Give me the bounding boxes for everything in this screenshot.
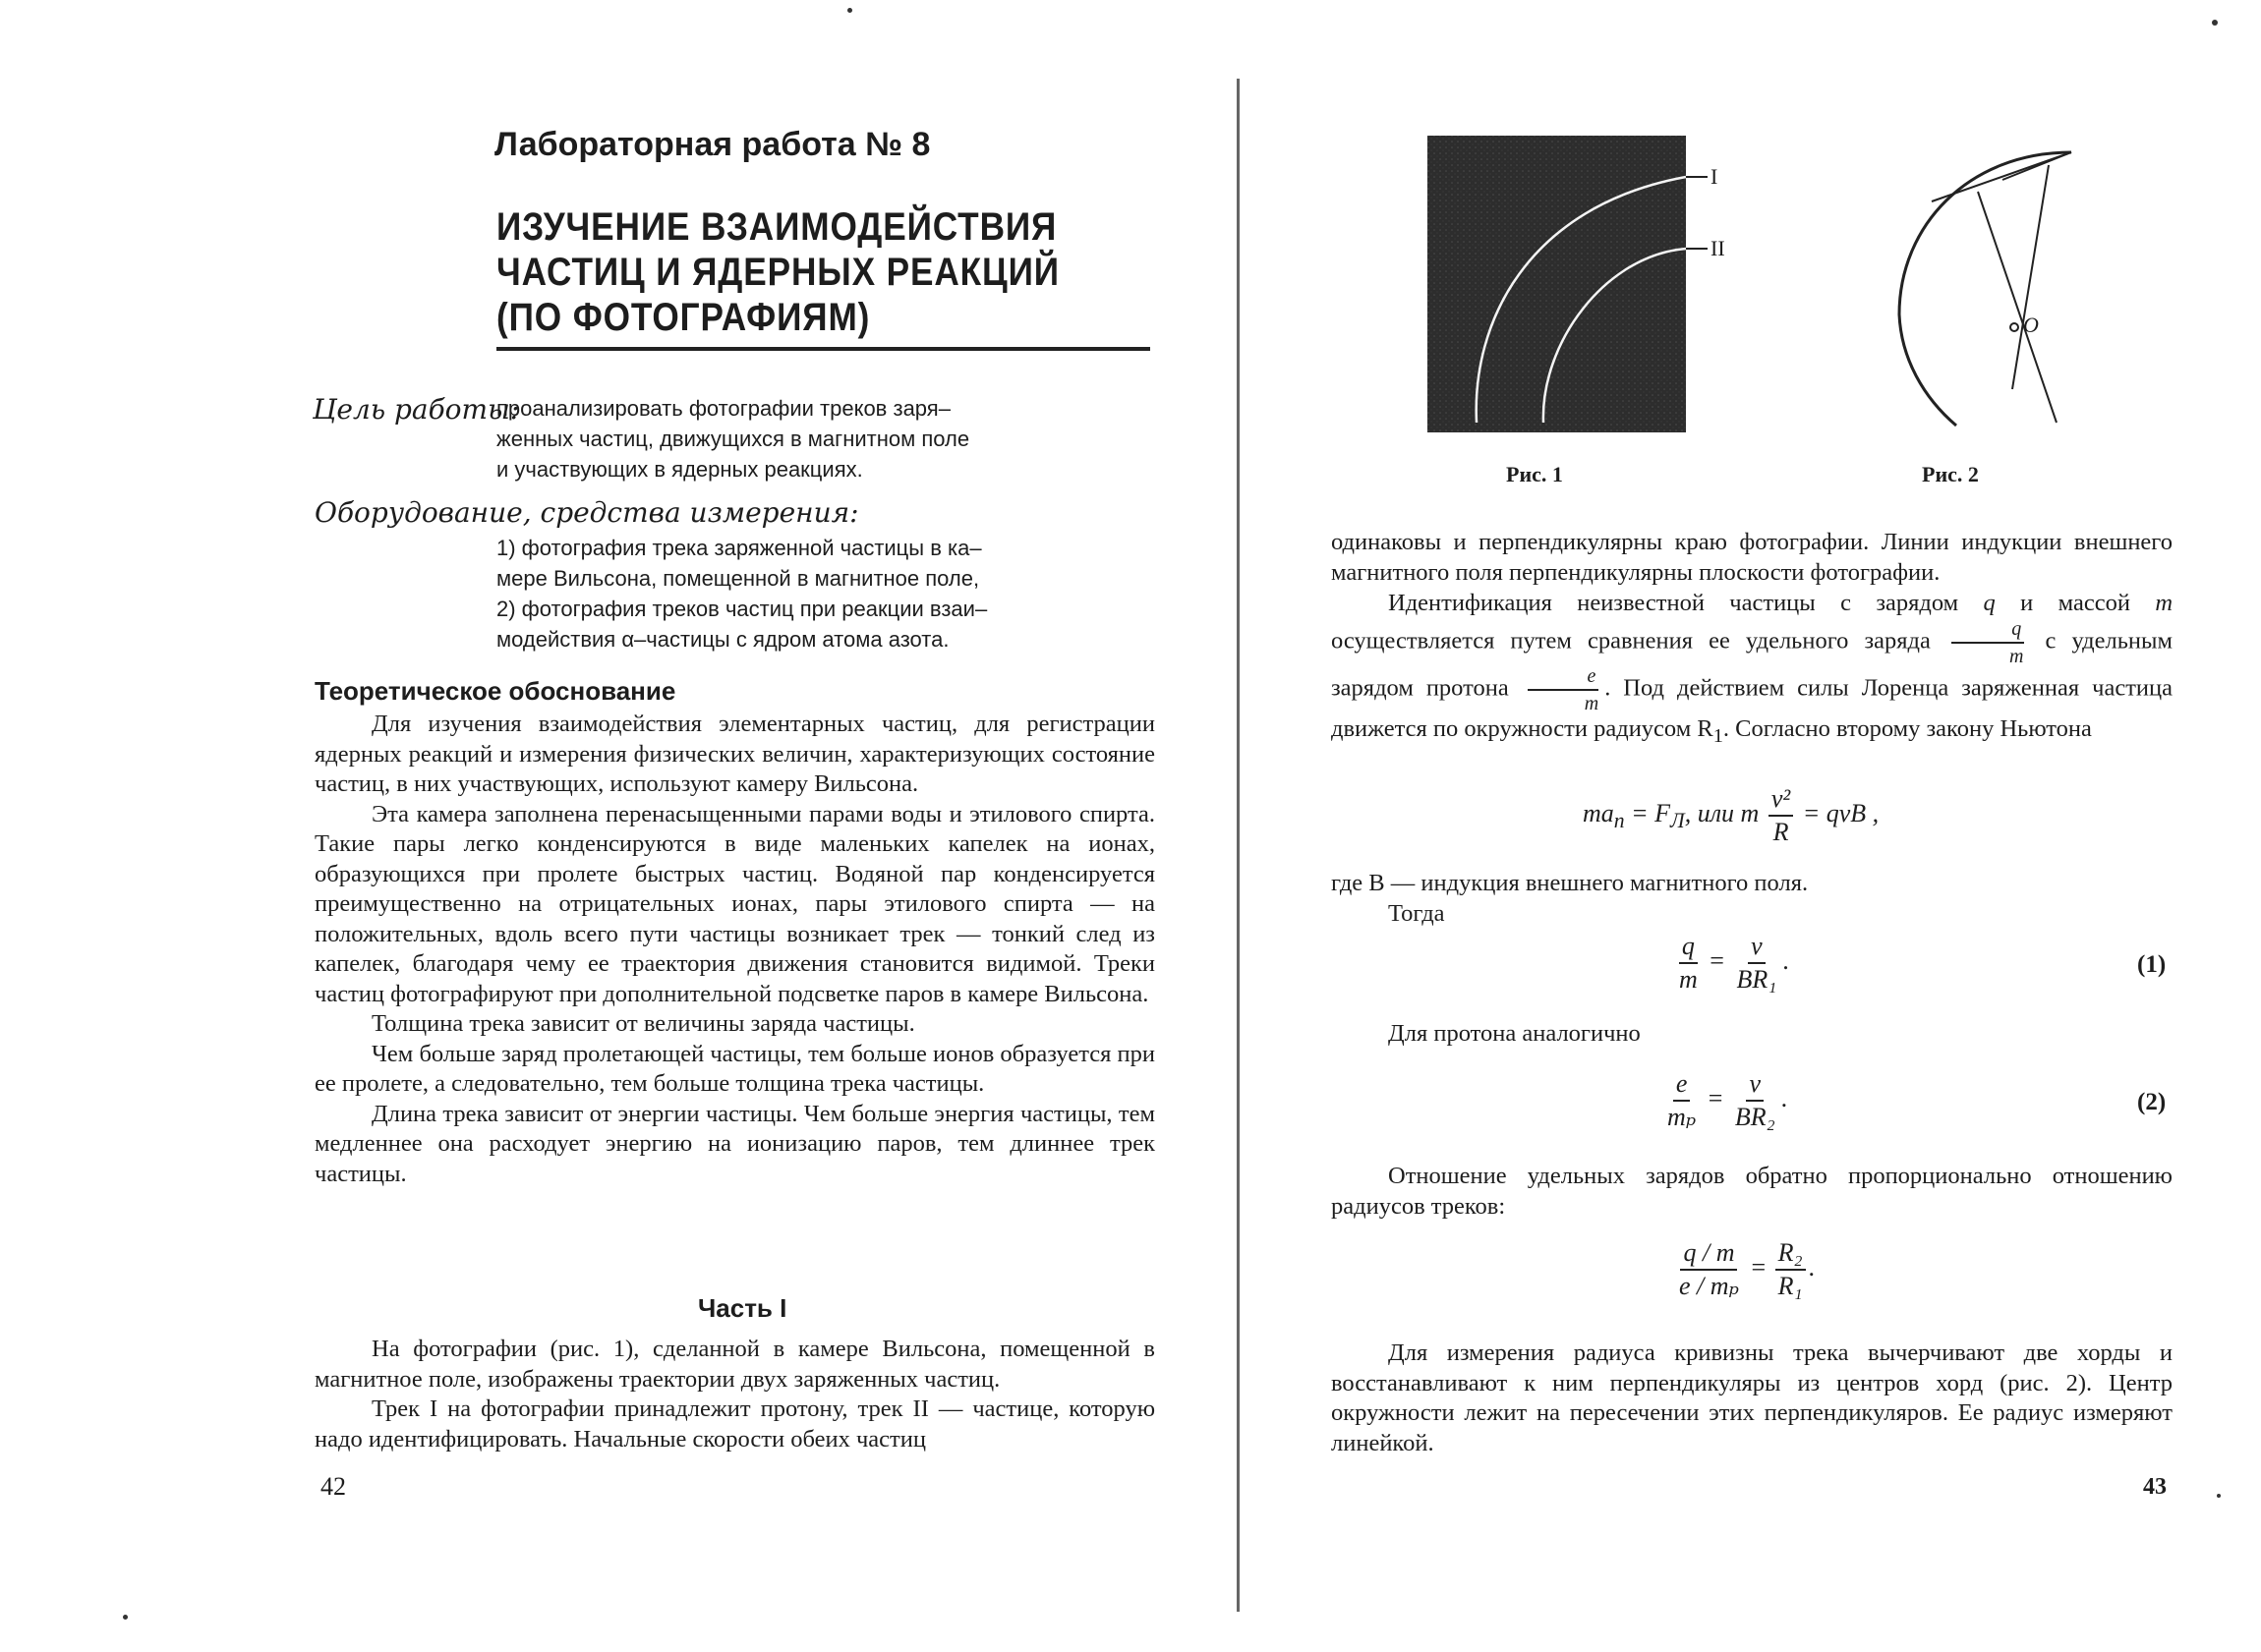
right-body-3	[1331, 869, 2173, 929]
goal-text	[496, 393, 969, 484]
track-label-ii: II	[1710, 236, 1725, 260]
fig1-caption: Рис. 1	[1506, 462, 1563, 486]
goal-line: проанализировать фотографии треков заря–	[496, 396, 951, 421]
right-body-5	[1331, 1162, 2173, 1222]
page-number: 42	[320, 1472, 346, 1501]
equation-2: $\frac{e}{\text{mₚ}}$ = $\frac{v}{\text{BR₂}}$ .	[1667, 1069, 1788, 1131]
center-label: O	[2023, 313, 2039, 337]
track-label-i: I	[1710, 164, 1718, 189]
lab-label: Лабораторная работа № 8	[494, 126, 931, 163]
fig2-caption: Рис. 2	[1922, 462, 1979, 486]
page-gutter	[1237, 79, 1240, 1612]
fraction-q-m: $\frac{q}{m}$	[1949, 619, 2026, 666]
theory-heading: Теоретическое обоснование	[315, 676, 676, 706]
figure-2	[1830, 147, 2135, 442]
equation-1: $\frac{q}{m}$ = $\frac{v}{\text{BR₁}}$ .	[1679, 932, 1789, 994]
paragraph: Для измерения радиуса кривизны трека вычерчивают две хорды и восстанавливают к ним перпендикуляры из центров хорд (рис. 2). Центр окружности лежит на пересечении этих перпендикуляров. Ее радиус измеряют линейкой.	[1331, 1339, 2173, 1456]
equation-2-number: (2)	[2137, 1089, 2167, 1115]
paragraph: Отношение удельных зарядов обратно пропорционально отношению радиусов треков:	[1331, 1163, 2173, 1220]
right-body-1	[1331, 528, 2173, 588]
perpendicular	[2012, 165, 2049, 389]
goal-label: Цель работы:	[313, 393, 520, 426]
theory-body	[315, 710, 1155, 1189]
figure-1	[1427, 128, 1722, 442]
equipment-line: мере Вильсона, помещенной в магнитное поле,	[496, 566, 980, 591]
fraction-v2-r: $\frac{\text{v²}}{R}$	[1768, 786, 1793, 845]
goal-line: женных частиц, движущихся в магнитном поле	[496, 427, 970, 451]
equipment-label: Оборудование, средства измерения:	[315, 496, 859, 529]
paragraph: Чем больше заряд пролетающей частицы, тем больше ионов образуется при ее пролете, а следовательно, тем больше толщина трека частицы.	[315, 1040, 1155, 1097]
scan-speck	[2217, 1494, 2221, 1498]
paragraph: Для изучения взаимодействия элементарных частиц, для регистрации ядерных реакций и измерения физических величин, характеризующих состояние частиц, в них участвующих, используют камеру Вильсона.	[315, 711, 1155, 797]
equation-3: $\frac{q / m}{\text{e / mₚ}}$ = $\frac{\text{R₂}}{\text{R₁}}$ .	[1679, 1238, 1816, 1300]
scan-speck	[123, 1615, 128, 1620]
title-line: (ПО ФОТОГРАФИЯМ)	[496, 296, 871, 339]
paragraph: Эта камера заполнена перенасыщенными парами воды и этилового спирта. Такие пары легко конденсируются в виде маленьких капелек на ионах, образующихся при пролете быстрых частиц. Водяной пар конденсируется преимущественно на отрицательных ионах, пары этилового спирта — на положительных, вдоль всего пути частицы возникает трек — тонкий след из капелек, благодаря чему ее траектория движения становится видимой. Треки частиц фотографируют при дополнительной подсветке паров в камере Вильсона.	[315, 800, 1155, 1007]
right-body-2	[1331, 588, 2173, 752]
fraction-e-m: $\frac{e}{m}$	[1525, 666, 1601, 713]
paragraph: одинаковы и перпендикулярны краю фотографии. Линии индукции внешнего магнитного поля перпендикулярны плоскости фотографии.	[1331, 529, 2173, 586]
paragraph: Толщина трека зависит от величины заряда частицы.	[372, 1010, 915, 1037]
paragraph: Длина трека зависит от энергии частицы. Чем больше энергия частицы, тем медленнее она расходует энергию на ионизацию паров, тем длиннее трек частицы.	[315, 1100, 1155, 1187]
center-point	[2010, 323, 2018, 331]
title-line: ИЗУЧЕНИЕ ВЗАИМОДЕЙСТВИЯ	[496, 205, 1058, 249]
arc	[1899, 152, 2071, 426]
paragraph: Для протона аналогично	[1388, 1020, 1641, 1047]
scan-speck	[2212, 20, 2218, 26]
part-body	[315, 1335, 1155, 1454]
right-body-4	[1331, 1019, 2173, 1050]
scan-speck	[847, 8, 852, 13]
title-line: ЧАСТИЦ И ЯДЕРНЫХ РЕАКЦИЙ	[496, 251, 1060, 294]
equation-1-number: (1)	[2137, 951, 2167, 978]
equipment-line: модействия α–частицы с ядром атома азота.	[496, 627, 950, 652]
title-rule	[496, 347, 1150, 351]
formula-newton: $ma_n = F_Л$, или m $\frac{\text{v²}}{R}$ = qvB ,	[1583, 784, 1880, 846]
part-heading: Часть I	[698, 1293, 787, 1323]
right-body-6	[1331, 1339, 2173, 1458]
equipment-text	[496, 533, 987, 655]
paragraph: где B — индукция внешнего магнитного поля.	[1331, 870, 1809, 896]
paragraph: На фотографии (рис. 1), сделанной в камере Вильсона, помещенной в магнитное поле, изображены траектории двух заряженных частиц.	[315, 1336, 1155, 1393]
photo-background	[1427, 136, 1686, 432]
paragraph: Тогда	[1388, 899, 1445, 927]
equipment-line: 1) фотография трека заряженной частицы в ка–	[496, 536, 982, 560]
paragraph: Идентификация неизвестной частицы с зарядом q и массой m осуществляется путем сравнения ее удельного заряда $\frac{q}{m}$ с удельным зарядом протона $\frac{e}{m}$ . Под действием силы Лоренца заряженная частица движется по окружности радиусом $R_1$. Согласно второму закону Ньютона	[1331, 590, 2174, 747]
right-page	[1241, 0, 2261, 1652]
perpendicular	[1978, 192, 2057, 423]
paragraph: Трек I на фотографии принадлежит протону, трек II — частице, которую надо идентифицировать. Начальные скорости обеих частиц	[315, 1396, 1155, 1453]
lab-title	[496, 204, 1060, 340]
page-number: 43	[2143, 1474, 2167, 1500]
equipment-line: 2) фотография треков частиц при реакции взаи–	[496, 597, 988, 621]
goal-line: и участвующих в ядерных реакциях.	[496, 457, 863, 482]
